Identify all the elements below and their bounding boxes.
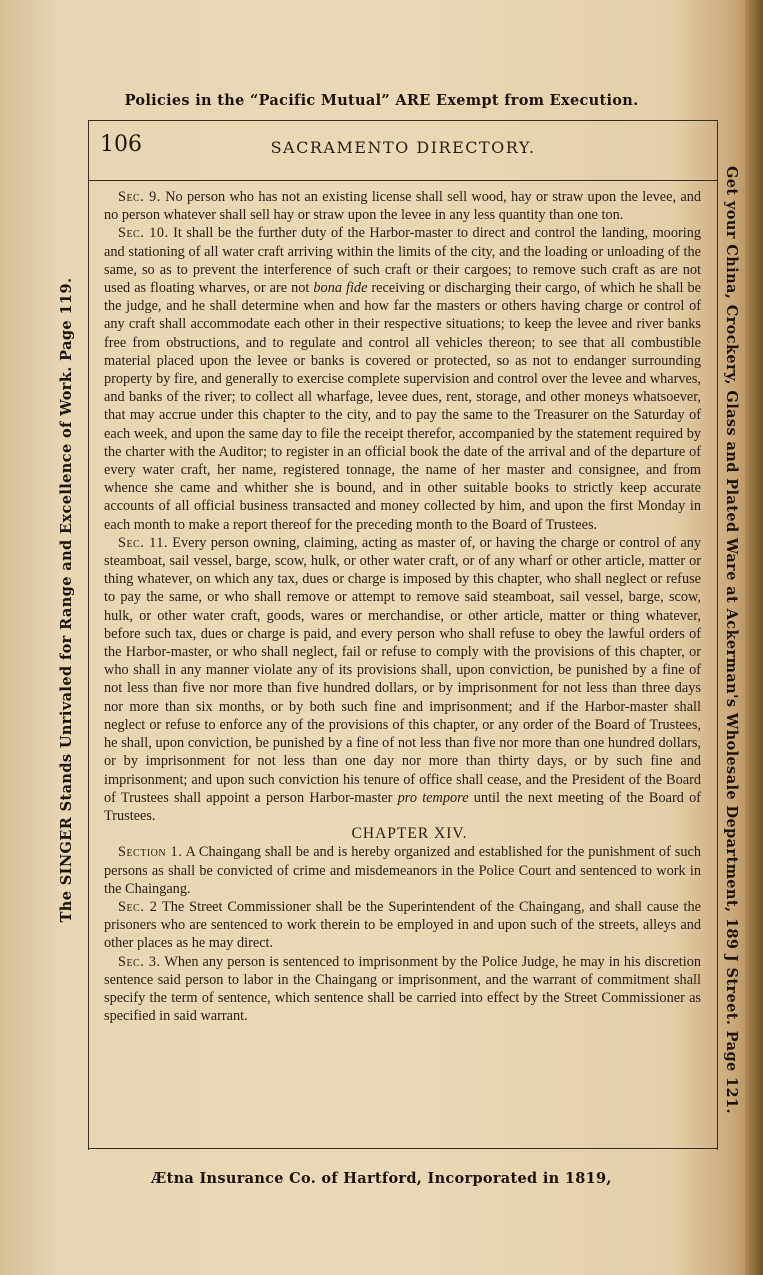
section-paragraph [104,534,701,825]
section-text: A Chaingang shall be and is hereby organized and established for the punishment of such persons as shall be convicted of crime and misdemeanors in the Police Court and sentenced to work in the Chaingang. [104,844,701,897]
page-number: 106 [100,132,142,157]
book-spine-edge [745,0,763,1275]
frame-bottom-rule [88,1148,718,1149]
section-text: receiving or discharging their cargo, of which he shall be the judge, and he shall determine when and how far the masters or others having charge or control of any craft shall accommodate each other in their respective situations; to keep the levee and river banks free from obstructions, and to regulate and control all vehicles thereon; to see that all combustible material placed upon the levee or banks is covered or protected, so as not to endanger surrounding property by fire, and generally to exercise complete supervision and control over the levee and wharves, and banks of the river; to collect all wharfage, levee dues, rent, storage, and other moneys whatsoever, that may accrue under this chapter to the city, and to pay the same to the Treasurer on the Saturday of each week, and upon the same day to file the receipt therefor, accompanied by the statement required by the charter with the Auditor; to register in an official book the date of the arrival and of the departure of every water craft, her name, registered tonnage, the name of her master and consignee, and from whence she came and whither she is bound, and in other suitable books to strictly keep accurate accounts of all official business transacted and money collected by him, and upon the first Monday in each month to make a report thereof for the preceding month to the Board of Trustees. [104,280,702,533]
section-text: No person who has not an existing license shall sell wood, hay or straw upon the levee, and no person whatever shall sell hay or straw upon the levee in any less quantity than one ton. [104,189,701,224]
section-text: When any person is sentenced to imprisonment by the Police Judge, he may in his discretion sentence said person to labor in the Chaingang or imprisonment, and the warrant of commitment shall specify the term of sentence, which sentence shall be carried into effect by the Street Commissioner as specified in said warrant. [104,953,701,1025]
section-label: Sec. 11. [118,534,168,551]
left-advertisement-banner: The SINGER Stands Unrivaled for Range and Excellence of Work. Page 119. [58,277,75,923]
italic-phrase: bona fide [313,280,368,297]
right-advertisement-banner: Get your China, Crockery, Glass and Plated Ware at Ackerman's Wholesale Department, 189 J Street. Page 121. [723,166,740,1114]
chapter-heading: CHAPTER XIV. [351,825,468,843]
section-paragraph [104,188,701,224]
section-paragraph [104,224,701,533]
header-rule [88,180,718,181]
section-paragraph [104,898,701,953]
section-paragraph [104,843,701,898]
section-label: Sec. 9. [118,189,161,205]
running-head: SACRAMENTO DIRECTORY. [270,138,536,157]
section-text: Every person owning, claiming, acting as master of, or having the charge or control of any steamboat, sail vessel, barge, scow, hulk, or other water craft, or of any wharf or other article, matter or thing whatever, on which any tax, dues or charge is imposed by this chapter, who shall neglect or refuse to pay the same, or who shall remove or attempt to remove said steamboat, sail vessel, barge, scow, hulk, or other water craft, goods, wares or merchandise, or other article, matter or thing whatever, before such tax, dues or charge is paid, and every person who shall refuse to obey the lawful orders of the Harbor-master, or who shall neglect, fail or refuse to comply with the provisions of this chapter, or who shall in any manner violate any of its provisions shall, upon conviction, be punished by a fine of not less than five nor more than five hundred dollars, or by imprisonment for not less than three days nor more than six months, or by both such fine and imprisonment; and if the Harbor-master shall neglect or refuse to enforce any of the provisions of this chapter, or any order of the Board of Trustees, he shall, upon conviction, be punished by a fine of not less than five nor more than one hundred dollars, or by imprisonment for not less than one day nor more than thirty days, or by such fine and imprisonment; and upon such conviction his tenure of office shall cease, and the President of the Board of Trustees shall appoint a person Harbor-master [104,534,701,806]
section-label: Sec. 3. [118,953,161,970]
bottom-advertisement-banner: Ætna Insurance Co. of Hartford, Incorporated in 1819, [151,1170,612,1187]
top-advertisement-banner: Policies in the “Pacific Mutual” ARE Exempt from Execution. [124,92,639,109]
section-text: until the next meeting of the Board of Trustees. [104,789,701,824]
page-body-text [104,188,701,1025]
section-text: It shall be the further duty of the Harbor-master to direct and control the landing, mooring and stationing of all water craft arriving within the limits of the city, and the loading or unloading of the same, so as to prevent the interference of such craft or their cargoes; to remove such craft as are not used as floating wharves, or are not [104,225,702,297]
section-label: Sec. 2 [118,898,158,915]
italic-phrase: pro tempore [397,789,469,806]
frame-top-rule [88,120,718,121]
section-label: Section 1. [118,844,183,861]
section-text: The Street Commissioner shall be the Superintendent of the Chaingang, and shall cause the prisoners who are sentenced to work therein to be employed in and upon such of the streets, alleys and other places as he may direct. [104,898,701,952]
section-paragraph [104,953,701,1026]
section-label: Sec. 10. [118,225,169,242]
